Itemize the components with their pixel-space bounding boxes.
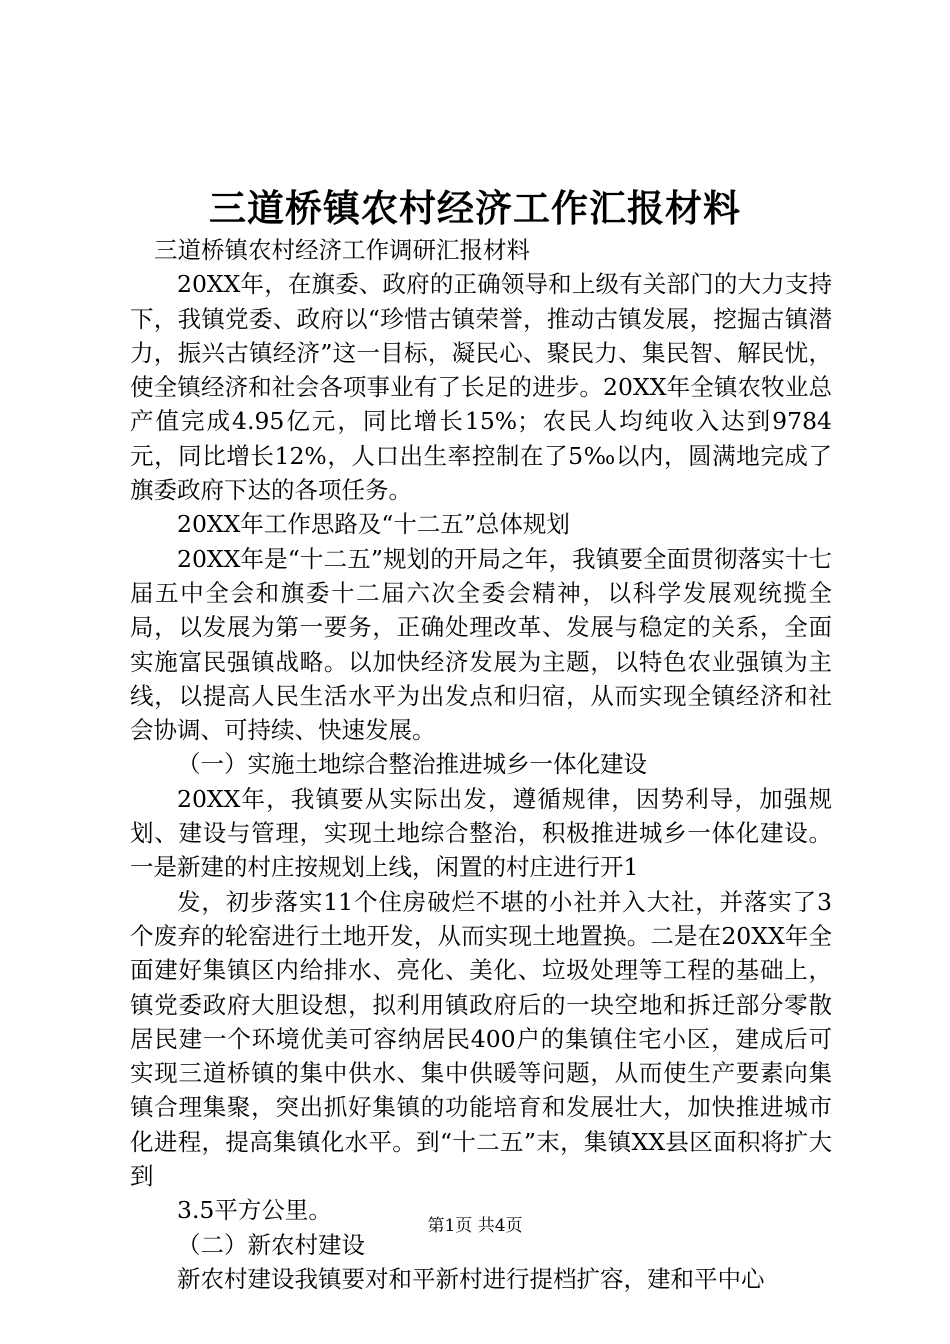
paragraph-area: 3.5平方公里。: [177, 1196, 332, 1225]
paragraph-subtitle: 三道桥镇农村经济工作调研汇报材料: [154, 236, 530, 264]
paragraph-heading-2: （二）新农村建设: [177, 1230, 365, 1259]
page-number-footer: 第1页 共4页: [427, 1216, 523, 1236]
paragraph-intro: 20XX年，在旗委、政府的正确领导和上级有关部门的大力支持下，我镇党委、政府以“珍惜古镇荣誉，推动古镇发展，挖掘古镇潜力，振兴古镇经济”这一目标，凝民心、聚民力、集民智、解民忧，使全镇经济和社会各项事业有了长足的进步。20XX年全镇农牧业总产值完成4.95亿元，同比增长15%；农民人均纯收入达到9784元，同比增长12%，人口出生率控制在了5‰以内，圆满地完成了旗委政府下达的各项任务。: [130, 270, 832, 505]
document-body: [130, 233, 832, 1296]
paragraph-land-cont: 发，初步落实11个住房破烂不堪的小社并入大社，并落实了3个废弃的轮窑进行土地开发，从而实现土地置换。二是在20XX年全面建好集镇区内给排水、亮化、美化、垃圾处理等工程的基础上，镇党委政府大胆设想，拟利用镇政府后的一块空地和拆迁部分零散居民建一个环境优美可容纳居民400户的集镇住宅小区，建成后可实现三道桥镇的集中供水、集中供暖等问题，从而使生产要素向集镇合理集聚，突出抓好集镇的功能培育和发展壮大，加快推进城市化进程，提高集镇化水平。到“十二五”末，集镇XX县区面积将扩大到: [130, 887, 832, 1191]
paragraph-land: 20XX年，我镇要从实际出发，遵循规律，因势利导，加强规划、建设与管理，实现土地综合整治，积极推进城乡一体化建设。一是新建的村庄按规划上线，闲置的村庄进行开1: [130, 784, 832, 882]
paragraph-heading-plan: 20XX年工作思路及“十二五”总体规划: [177, 510, 570, 539]
paragraph-plan: 20XX年是“十二五”规划的开局之年，我镇要全面贯彻落实十七届五中全会和旗委十二届六次全委会精神，以科学发展观统揽全局，以发展为第一要务，正确处理改革、发展与稳定的关系，全面实施富民强镇战略。以加快经济发展为主题，以特色农业强镇为主线，以提高人民生活水平为出发点和归宿，从而实现全镇经济和社会协调、可持续、快速发展。: [130, 544, 832, 745]
document-title: 三道桥镇农村经济工作汇报材料: [209, 186, 741, 230]
paragraph-heading-1: （一）实施土地综合整治推进城乡一体化建设: [177, 750, 647, 779]
paragraph-new-village: 新农村建设我镇要对和平新村进行提档扩容，建和平中心: [177, 1264, 765, 1293]
